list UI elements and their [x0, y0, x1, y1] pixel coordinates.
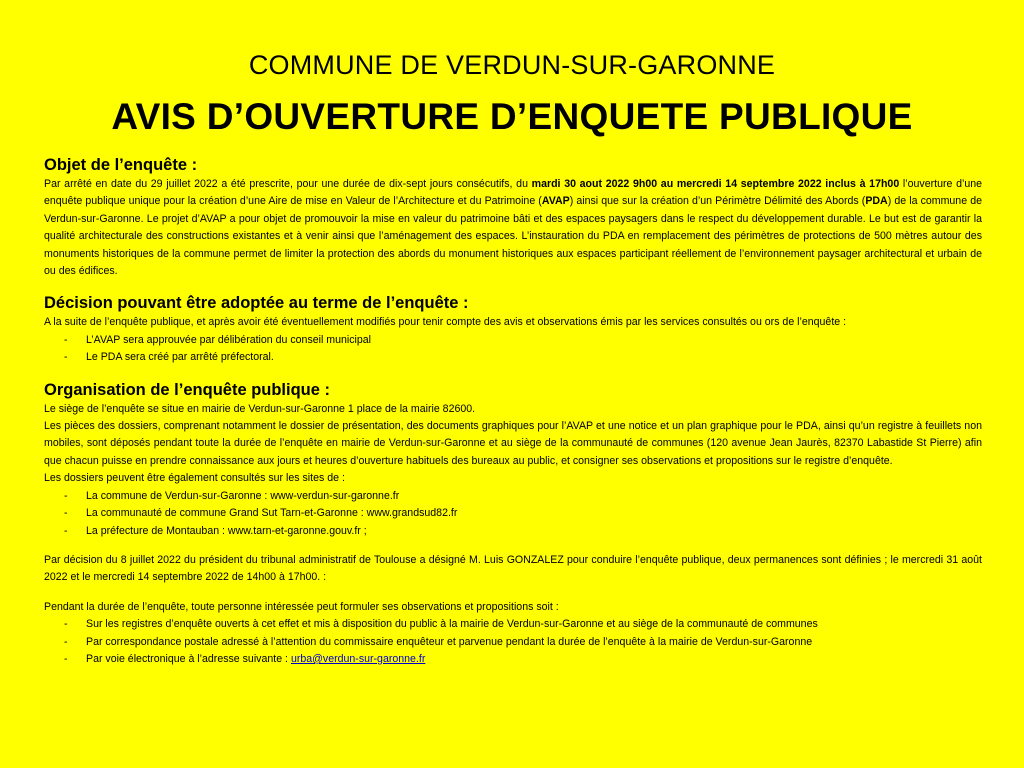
objet-avap: AVAP [541, 195, 570, 208]
objet-text-1: Par arrêté en date du 29 juillet 2022 a été prescrite, pour une durée de dix-sept jours consécutifs, du [44, 178, 532, 190]
section-organisation [44, 379, 982, 669]
decision-item: - L’AVAP sera approuvée par délibération du conseil municipal [44, 332, 982, 349]
decision-list [44, 332, 982, 367]
site-item: - La communauté de commune Grand Sut Tarn-et-Garonne : www.grandsud82.fr [44, 505, 982, 522]
sites-intro: Les dossiers peuvent être également consultés sur les sites de : [44, 472, 345, 485]
notice-title: AVIS D’OUVERTURE D’ENQUETE PUBLIQUE [111, 96, 913, 137]
notice-body [44, 154, 982, 668]
observation-item: - Par correspondance postale adressé à l’attention du commissaire enquêteur et parvenue pendant la durée de l’enquête à la mairie de Verdun-sur-Garonne [44, 634, 982, 651]
observations-intro: Pendant la durée de l’enquête, toute personne intéressée peut formuler ses observations et propositions soit : [44, 600, 559, 613]
objet-paragraph [44, 176, 982, 280]
observation-item-email [44, 651, 982, 668]
tribunal-decision: Par décision du 8 juillet 2022 du président du tribunal administratif de Toulouse a désigné M. Luis GONZALEZ pour conduire l’enquête publique, deux permanences sont définies ; le mercredi 31 août 2022 et le mercredi 14 septembre 2022 de 14h00 à 17h00. : [44, 553, 982, 584]
siege-text: Le siège de l’enquête se situe en mairie de Verdun-sur-Garonne 1 place de la mairie 82600. [44, 402, 476, 415]
commune-heading: COMMUNE DE VERDUN-SUR-GARONNE [248, 50, 776, 80]
email-prefix: Par voie électronique à l’adresse suivante : [86, 652, 291, 665]
objet-text-3: ) ainsi que sur la création d’un Périmètre Délimité des Abords ( [569, 195, 866, 208]
decision-heading: Décision pouvant être adoptée au terme de l’enquête : [44, 294, 469, 313]
site-item: - La commune de Verdun-sur-Garonne : www-verdun-sur-garonne.fr [44, 488, 982, 505]
section-decision [44, 292, 982, 366]
objet-text-4: ) de la commune de Verdun-sur-Garonne. Le projet d’AVAP a pour objet de promouvoir la mise en valeur du patrimoine bâti et des espaces paysagers dans le respect du développement durable. Le but est de garantir la qualité architecturale des constructions existantes et à venir ainsi que l’aménagement des espaces. L’instauration du PDA en remplacement des périmètres de protections de 500 mètres autour des monuments historiques de la commune permet de limiter la protection des abords du monument historiques aux espaces participant réellement de l’environnement paysager architectural et urbain de ou des édifices. [44, 195, 982, 278]
organisation-heading: Organisation de l’enquête publique : [44, 380, 331, 399]
observation-item: - Sur les registres d’enquête ouverts à cet effet et mis à disposition du public à la mairie de Verdun-sur-Garonne et au siège de la communauté de communes [44, 616, 982, 633]
decision-item: - Le PDA sera créé par arrêté préfectoral. [44, 349, 982, 366]
observations-list [44, 616, 982, 668]
sites-list [44, 488, 982, 540]
section-objet [44, 154, 982, 280]
objet-pda: PDA [865, 195, 888, 208]
email-link[interactable]: urba@verdun-sur-garonne.fr [290, 652, 426, 665]
pieces-text: Les pièces des dossiers, comprenant notamment le dossier de présentation, des documents graphiques pour l’AVAP et une notice et un plan graphique pour le PDA, ainsi qu’un registre à feuillets non mobiles, sont déposés pendant toute la durée de l’enquête en mairie de Verdun-sur-Garonne et au siège de la communauté de communes (120 avenue Jean Jaurès, 82370 Labastide St Pierre) afin que chacun puisse en prendre connaissance aux jours et heures d’ouverture habituels des bureaux au public, et consigner ses observations et propositions sur le registre d’enquête. [44, 420, 982, 467]
objet-dates: mardi 30 aout 2022 9h00 au mercredi 14 septembre 2022 inclus à 17h00 [531, 178, 900, 190]
decision-intro: A la suite de l’enquête publique, et après avoir été éventuellement modifiés pour tenir compte des avis et observations émis par les services consultés ou ors de l’enquête : [44, 316, 847, 329]
objet-text-2: l’ouverture d’une enquête publique unique pour la création d’une Aire de mise en Valeur de l’Architecture et du Patrimoine ( [44, 178, 982, 208]
site-item: - La préfecture de Montauban : www.tarn-et-garonne.gouv.fr ; [44, 523, 982, 540]
objet-heading: Objet de l’enquête : [44, 156, 198, 174]
